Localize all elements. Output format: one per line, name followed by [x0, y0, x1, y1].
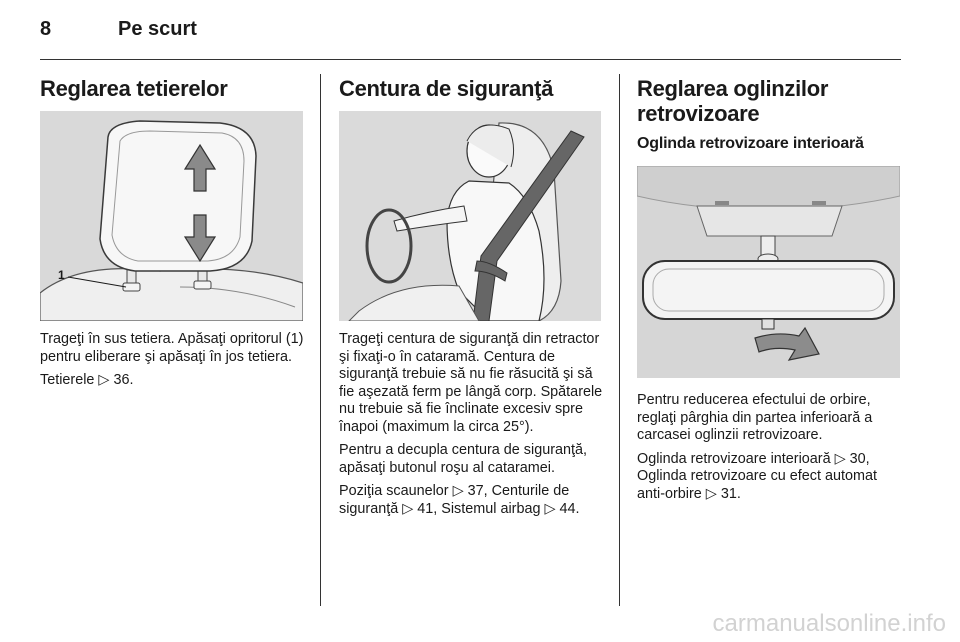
paragraph: Trageţi centura de siguranţă din retractor şi fixaţi-o în cataramă. Centura de siguranţă trebuie să nu fie răsucită şi să fie aşezată ferm pe lângă corp. Spătarele nu trebuie să fie înclinate excesiv spre înapoi (maximum la circa 25°). [339, 331, 603, 435]
page-header [40, 18, 900, 48]
heading-mirrors: Reglarea oglinzilor retrovizoare [637, 76, 829, 126]
paragraph: Oglinda retrovizoare interioară ▷ 30, Oglinda retrovizoare cu efect automat anti-orbire ▷ 31. [637, 450, 877, 502]
paragraph: Pentru reducerea efectului de orbire, reglaţi pârghia din partea inferioară a carcasei oglinzii retrovizoare. [637, 392, 873, 443]
column-divider-right [619, 74, 620, 606]
headrest-illustration [40, 111, 303, 321]
header-rule [40, 59, 901, 60]
heading-seat-belt: Centura de siguranţă [339, 76, 554, 101]
column-headrests [40, 76, 305, 390]
mirror-illustration [637, 166, 900, 378]
subheading-interior-mirror: Oglinda retrovizoare interioară [637, 135, 864, 152]
paragraph: Tetierele ▷ 36. [40, 372, 134, 388]
seat-belt-illustration [339, 111, 601, 321]
watermark: carmanualsonline.info [712, 610, 946, 637]
column-mirrors [637, 76, 903, 503]
column-divider-left [320, 74, 321, 606]
callout-number: 1 [58, 268, 65, 282]
heading-headrests: Reglarea tetierelor [40, 76, 228, 101]
paragraph: Trageţi în sus tetiera. Apăsaţi opritorul (1) pentru eliberare şi apăsaţi în jos tetiera. [40, 331, 304, 365]
running-section-title: Pe scurt [118, 18, 197, 40]
page-number: 8 [40, 18, 52, 40]
paragraph: Pentru a decupla centura de siguranţă, apăsaţi butonul roşu al cataramei. [339, 442, 588, 476]
column-seat-belt [339, 76, 605, 518]
paragraph: Poziţia scaunelor ▷ 37, Centurile de siguranţă ▷ 41, Sistemul airbag ▷ 44. [339, 483, 580, 517]
